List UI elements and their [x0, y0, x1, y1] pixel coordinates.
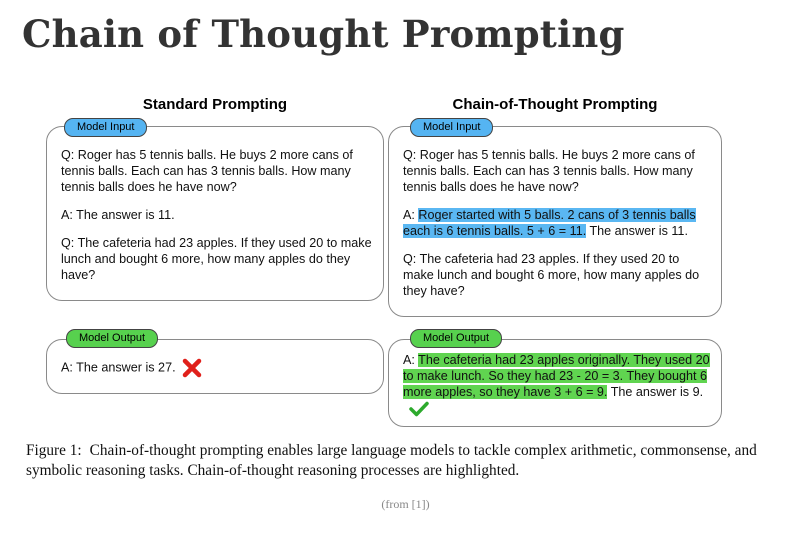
- standard-prompting-heading: Standard Prompting: [142, 96, 288, 113]
- standard-question-2: Q: The cafeteria had 23 apples. If they used 20 to make lunch and bought 6 more, how many apples do they have?: [61, 236, 372, 282]
- cot-output-reasoning-highlight: The cafeteria had 23 apples originally. They used 20 to make lunch. So they had 23 - 20 = 3. They bought 6 more apples, so they have 3 + 6 = 9.: [403, 353, 710, 399]
- cross-mark-icon: [182, 358, 202, 378]
- standard-model-input-pill: Model Input: [64, 118, 147, 137]
- standard-answer-1: A: The answer is 11.: [61, 208, 175, 222]
- standard-input-text: [61, 147, 373, 295]
- cot-answer-1: [403, 207, 711, 239]
- cot-model-output-pill: Model Output: [410, 329, 502, 348]
- standard-output-text: [61, 358, 373, 378]
- cot-output-text: [403, 352, 711, 417]
- cot-answer-1-suffix: The answer is 11.: [586, 224, 688, 238]
- standard-output-answer: A: The answer is 27.: [61, 360, 176, 375]
- page-title: Chain of Thought Prompting: [22, 12, 625, 56]
- cot-question-1: Q: Roger has 5 tennis balls. He buys 2 more cans of tennis balls. Each can has 3 tennis balls. How many tennis balls does he have now?: [403, 148, 695, 194]
- cot-output-prefix: A:: [403, 353, 419, 367]
- standard-question-1: Q: Roger has 5 tennis balls. He buys 2 more cans of tennis balls. Each can has 3 tennis balls. How many tennis balls does he have now?: [61, 148, 353, 194]
- cot-input-text: [403, 147, 711, 311]
- source-citation: (from [1]): [381, 497, 430, 511]
- cot-prompting-heading: Chain-of-Thought Prompting: [452, 96, 658, 113]
- cot-reasoning-highlight: Roger started with 5 balls. 2 cans of 3 tennis balls each is 6 tennis balls. 5 + 6 = 11.: [403, 208, 696, 238]
- cot-question-2: Q: The cafeteria had 23 apples. If they used 20 to make lunch and bought 6 more, how many apples do they have?: [403, 252, 700, 298]
- cot-output-box: [388, 339, 722, 427]
- standard-model-output-pill: Model Output: [66, 329, 158, 348]
- cot-model-input-pill: Model Input: [410, 118, 493, 137]
- standard-input-box: [46, 126, 384, 301]
- figure-caption-text: Chain-of-thought prompting enables large language models to tackle complex arithmetic, commonsense, and symbolic reasoning tasks. Chain-of-thought reasoning processes are highlighted.: [26, 442, 757, 479]
- figure-caption: [26, 441, 786, 481]
- cot-input-box: [388, 126, 722, 317]
- cot-output-suffix: The answer is 9.: [607, 385, 704, 399]
- cot-answer-1-prefix: A:: [403, 208, 419, 222]
- check-mark-icon: [409, 401, 429, 417]
- figure-caption-label: Figure 1:: [26, 442, 82, 459]
